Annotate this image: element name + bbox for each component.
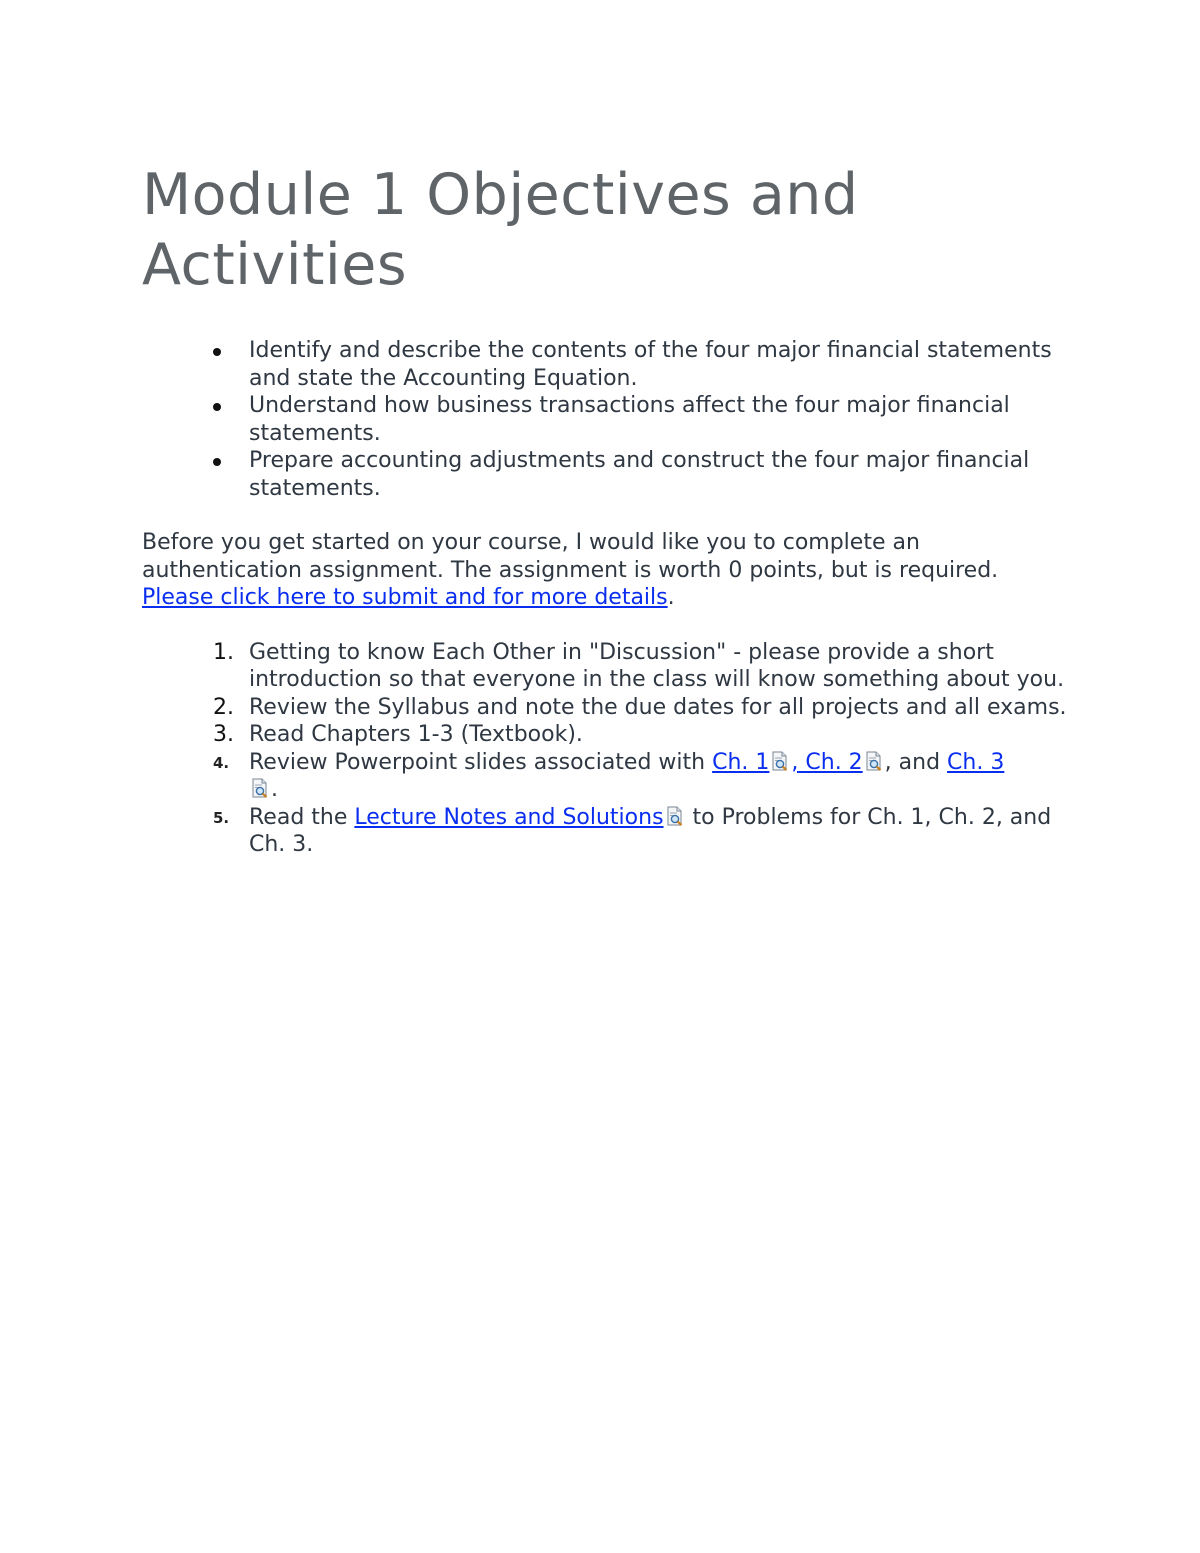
document-magnifier-icon[interactable]: [770, 751, 790, 771]
list-number: 2.: [213, 694, 234, 720]
intro-text: Before you get started on your course, I would like you to complete an authentication assignment. The assignment is worth 0 points, but is required.: [142, 530, 999, 583]
page-title: Module 1 Objectives and Activities: [142, 162, 859, 298]
activity-text: Read the: [249, 804, 355, 830]
lecture-notes-link[interactable]: Lecture Notes and Solutions: [354, 804, 664, 830]
bullet-icon: [213, 403, 221, 411]
activities-list: [142, 639, 1072, 859]
activity-text: Review Powerpoint slides associated with: [249, 749, 713, 775]
document-magnifier-icon[interactable]: [250, 778, 270, 798]
objective-item: [249, 337, 1072, 392]
document-magnifier-icon[interactable]: [665, 806, 685, 826]
list-number: 4.: [213, 753, 230, 772]
intro-text-end: .: [667, 585, 675, 610]
objective-text: Prepare accounting adjustments and construct the four major financial statements.: [249, 448, 1030, 501]
objectives-list: [142, 337, 1072, 502]
bullet-icon: [213, 458, 221, 466]
activity-item: [213, 749, 1072, 804]
submit-details-link[interactable]: Please click here to submit and for more details: [142, 585, 668, 610]
activity-text-sep: , and: [884, 749, 948, 775]
intro-paragraph: [142, 529, 1002, 612]
objective-text: Identify and describe the contents of the four major financial statements and state the Accounting Equation.: [249, 338, 1052, 391]
activity-item: [213, 804, 1072, 859]
activity-text: Review the Syllabus and note the due dates for all projects and all exams.: [249, 694, 1067, 720]
activity-text: Read Chapters 1-3 (Textbook).: [249, 722, 583, 747]
list-number: 3.: [213, 722, 234, 747]
objective-text: Understand how business transactions affect the four major financial statements.: [249, 393, 1010, 446]
activity-item: [213, 694, 1072, 722]
ch3-slides-link[interactable]: Ch. 3: [947, 749, 1005, 775]
activity-text-end: to Problems for Ch. 1, Ch. 2, and Ch. 3.: [249, 804, 1052, 857]
activity-item: [213, 639, 1072, 694]
list-number: 5.: [213, 808, 230, 827]
ch1-separator[interactable]: ,: [791, 749, 799, 775]
ch1-slides-link[interactable]: Ch. 1: [712, 749, 770, 775]
activity-text: Getting to know Each Other in "Discussion" - please provide a short introduction so that everyone in the class will know something about you.: [249, 639, 1065, 692]
document-page: [142, 160, 1072, 859]
document-magnifier-icon[interactable]: [864, 751, 884, 771]
objective-item: [249, 392, 1072, 447]
activity-item: [213, 721, 1072, 749]
ch2-slides-link[interactable]: Ch. 2: [798, 749, 863, 775]
activity-text-end: .: [271, 777, 278, 802]
bullet-icon: [213, 348, 221, 356]
objective-item: [249, 447, 1072, 502]
list-number: 1.: [213, 639, 234, 665]
